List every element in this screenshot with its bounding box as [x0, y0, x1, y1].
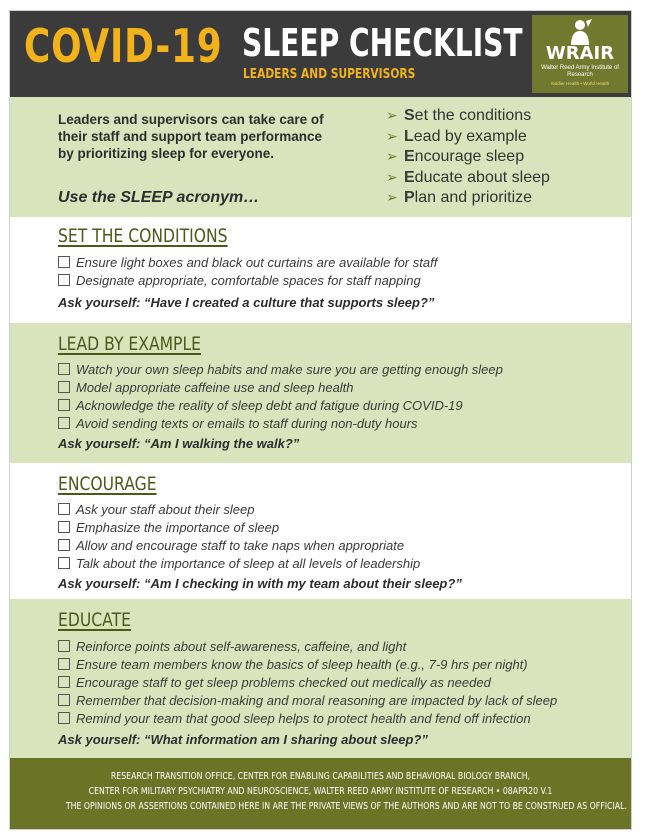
- checkbox[interactable]: [58, 381, 70, 393]
- checkbox[interactable]: [58, 417, 70, 429]
- checkbox[interactable]: [58, 557, 70, 569]
- section-encourage: [10, 463, 631, 599]
- ask-yourself: Ask yourself: “What information am I sharing about sleep?”: [58, 732, 428, 747]
- section-title: SET THE CONDITIONS: [58, 225, 228, 247]
- ask-yourself: Ask yourself: “Am I walking the walk?”: [58, 436, 300, 451]
- checklist-item: Talk about the importance of sleep at all levels of leadership: [58, 554, 420, 572]
- acronym-list: [386, 107, 550, 210]
- checkbox[interactable]: [58, 676, 70, 688]
- section-title: ENCOURAGE: [58, 473, 157, 495]
- section-lead-by-example: [10, 323, 631, 463]
- checklist-item: Designate appropriate, comfortable spaces for staff napping: [58, 271, 437, 289]
- acronym-item: ➢ Educate about sleep: [386, 168, 550, 186]
- checklist-item: Watch your own sleep habits and make sure you are getting enough sleep: [58, 360, 503, 378]
- arrow-icon: ➢: [386, 168, 398, 185]
- checklist-items: [58, 360, 503, 432]
- checklist-items: [58, 637, 557, 727]
- header-banner: [10, 11, 631, 97]
- checklist-item: Reinforce points about self-awareness, caffeine, and light: [58, 637, 557, 655]
- acronym-item: ➢ Lead by example: [386, 127, 527, 145]
- checklist-item: Encourage staff to get sleep problems checked out medically as needed: [58, 673, 557, 691]
- checklist-items: [58, 500, 420, 572]
- checkbox[interactable]: [58, 521, 70, 533]
- arrow-icon: ➢: [386, 148, 398, 164]
- title-sleep-checklist: SLEEP CHECKLIST: [242, 21, 523, 65]
- checklist-item: Remind your team that good sleep helps to protect health and fend off infection: [58, 709, 557, 727]
- checklist-item: Avoid sending texts or emails to staff during non-duty hours: [58, 414, 503, 432]
- checklist-item: Model appropriate caffeine use and sleep health: [58, 378, 503, 396]
- acronym-item: ➢ Encourage sleep: [386, 148, 525, 165]
- ask-yourself: Ask yourself: “Am I checking in with my team about their sleep?”: [58, 576, 462, 591]
- checkbox[interactable]: [58, 363, 70, 375]
- acronym-item: ➢ Plan and prioritize: [386, 189, 533, 206]
- checklist-items: [58, 253, 437, 289]
- logo-wordmark: WRAIR: [545, 43, 615, 64]
- footer-line: CENTER FOR MILITARY PSYCHIATRY AND NEUROSCIENCE, WALTER REED ARMY INSTITUTE OF RESEARCH • 08APR20 V.1: [88, 786, 553, 797]
- checklist-item: Ensure light boxes and black out curtains are available for staff: [58, 253, 437, 271]
- checklist-item: Acknowledge the reality of sleep debt and fatigue during COVID-19: [58, 396, 503, 414]
- subtitle: LEADERS AND SUPERVISORS: [243, 67, 416, 82]
- checklist-item: Emphasize the importance of sleep: [58, 518, 420, 536]
- checklist-item: Remember that decision-making and moral reasoning are impacted by lack of sleep: [58, 691, 557, 709]
- checklist-item: Allow and encourage staff to take naps when appropriate: [58, 536, 420, 554]
- checklist-item: Ensure team members know the basics of sleep health (e.g., 7-9 hrs per night): [58, 655, 557, 673]
- checkbox[interactable]: [58, 539, 70, 551]
- wrair-logo: [532, 15, 628, 93]
- ask-yourself: Ask yourself: “Have I created a culture that supports sleep?”: [58, 295, 435, 310]
- arrow-icon: ➢: [386, 107, 398, 123]
- checklist-page: [9, 10, 632, 830]
- arrow-icon: ➢: [386, 127, 398, 144]
- checkbox[interactable]: [58, 399, 70, 411]
- footer-line: RESEARCH TRANSITION OFFICE, CENTER FOR ENABLING CAPABILITIES AND BEHAVIORAL BIOLOGY BRANCH,: [110, 771, 531, 782]
- acronym-item: ➢ Set the conditions: [386, 107, 532, 124]
- checkbox[interactable]: [58, 658, 70, 670]
- checkbox[interactable]: [58, 640, 70, 652]
- intro-band: [10, 97, 631, 217]
- checkbox[interactable]: [58, 712, 70, 724]
- acronym-prompt: Use the SLEEP acronym…: [58, 189, 260, 206]
- logo-fullname: Walter Reed Army Institute of Research: [541, 65, 619, 78]
- footer-band: [10, 758, 631, 829]
- section-set-the-conditions: [10, 217, 631, 323]
- title-covid: COVID-19: [24, 19, 223, 73]
- checklist-item: Ask your staff about their sleep: [58, 500, 420, 518]
- section-educate: [10, 599, 631, 758]
- soldier-silhouette-icon: [566, 19, 594, 45]
- section-title: EDUCATE: [58, 609, 131, 631]
- logo-tagline: Soldier Health • World Health: [550, 81, 610, 86]
- arrow-icon: ➢: [386, 189, 398, 205]
- checkbox[interactable]: [58, 694, 70, 706]
- checkbox[interactable]: [58, 274, 70, 286]
- footer-disclaimer: THE OPINIONS OR ASSERTIONS CONTAINED HERE IN ARE THE PRIVATE VIEWS OF THE AUTHORS AND ARE NOT TO BE CONSTRUED AS OFFICIAL.: [65, 801, 627, 812]
- section-title: LEAD BY EXAMPLE: [58, 333, 201, 355]
- checkbox[interactable]: [58, 503, 70, 515]
- intro-text: Leaders and supervisors can take care of their staff and support team performance by prioritizing sleep for everyone.: [58, 112, 324, 161]
- checkbox[interactable]: [58, 256, 70, 268]
